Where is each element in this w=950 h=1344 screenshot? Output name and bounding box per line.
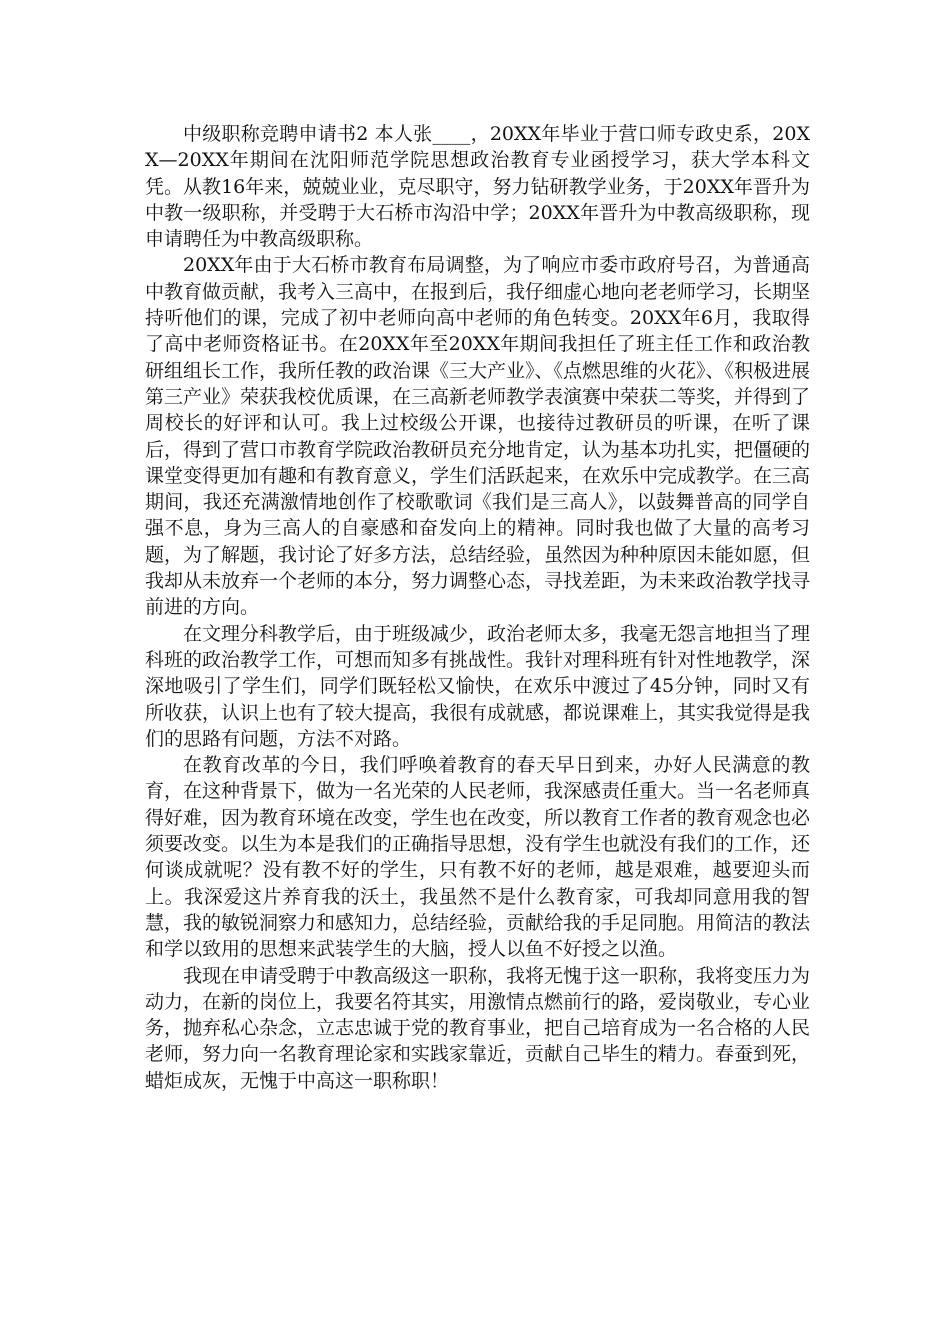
paragraph-teaching-experience: 20XX年由于大石桥市教育布局调整，为了响应市委市政府号召，为普通高中教育做贡献，我考入三高中，在报到后，我仔细虚心地向老老师学习，长期坚持听他们的课，完成了初中老师向高中老师的角色转变。20XX年6月，我取得了高中老师资格证书。在20XX年至20XX年期间我担任了班主任工作和政治教研组组长工作，我所任教的政治课《三大产业》、《点燃思维的火花》、《积极进展第三产业》荣获我校优质课，在三高新老师教学表演赛中荣获二等奖，并得到了周校长的好评和认可。我上过校级公开课，也接待过教研员的听课，在听了课后，得到了营口市教育学院政治教研员充分地肯定，认为基本功扎实，把僵硬的课堂变得更加有趣和有教育意义，学生们活跃起来，在欢乐中完成教学。在三高期间，我还充满激情地创作了校歌歌词《我们是三高人》，以鼓舞普高的同学自强不息，身为三高人的自豪感和奋发向上的精神。同时我也做了大量的高考习题，为了解题，我讨论了好多方法，总结经验，虽然因为种种原因未能如愿，但我却从未放弃一个老师的本分，努力调整心态，寻找差距，为未来政治教学找寻前进的方向。 — [145, 254, 811, 619]
paragraph-education-reform: 在教育改革的今日，我们呼唤着教育的春天早日到来，办好人民满意的教育，在这种背景下，做为一名光荣的人民老师，我深感责任重大。当一名老师真得好难，因为教育环境在改变，学生也在改变，所以教育工作者的教育观念也必须要改变。以生为本是我们的正确指导思想，没有学生也就没有我们的工作，还何谈成就呢？没有教不好的学生，只有教不好的老师，越是艰难，越要迎头而上。我深爱这片养育我的沃土，我虽然不是什么教育家，可我却同意用我的智慧，我的敏锐洞察力和感知力，总结经验，贡献给我的手足同胞。用简洁的教法和学以致用的思想来武装学生的大脑，授人以鱼不好授之以渔。 — [145, 754, 811, 961]
document-body — [145, 121, 810, 1094]
paragraph-science-class-teaching: 在文理分科教学后，由于班级减少，政治老师太多，我毫无怨言地担当了理科班的政治教学工作，可想而知多有挑战性。我针对理科班有针对性地教学，深深地吸引了学生们，同学们既轻松又愉快，在欢乐中渡过了45分钟，同时又有所收获，认识上也有了较大提高，我很有成就感，都说课难上，其实我觉得是我们的思路有问题，方法不对路。 — [145, 622, 811, 750]
paragraph-application-intro: 中级职称竞聘申请书2 本人张____，20XX年毕业于营口师专政史系，20XX—20XX年期间在沈阳师范学院思想政治教育专业函授学习，获大学本科文凭。从教16年来，兢兢业业，克尽职守，努力钻研教学业务，于20XX年晋升为中教一级职称，并受聘于大石桥市沟沿中学；20XX年晋升为中教高级职称，现申请聘任为中教高级职称。 — [145, 123, 810, 251]
paragraph-application-pledge: 我现在申请受聘于中教高级这一职称，我将无愧于这一职称，我将变压力为动力，在新的岗位上，我要名符其实，用激情点燃前行的路，爱岗敬业，专心业务，抛弃私心杂念，立志忠诚于党的教育事业，把自己培育成为一名合格的人民老师，努力向一名教育理论家和实践家靠近，贡献自己毕生的精力。春蚕到死，蜡炬成灰，无愧于中高这一职称职！ — [145, 964, 811, 1092]
